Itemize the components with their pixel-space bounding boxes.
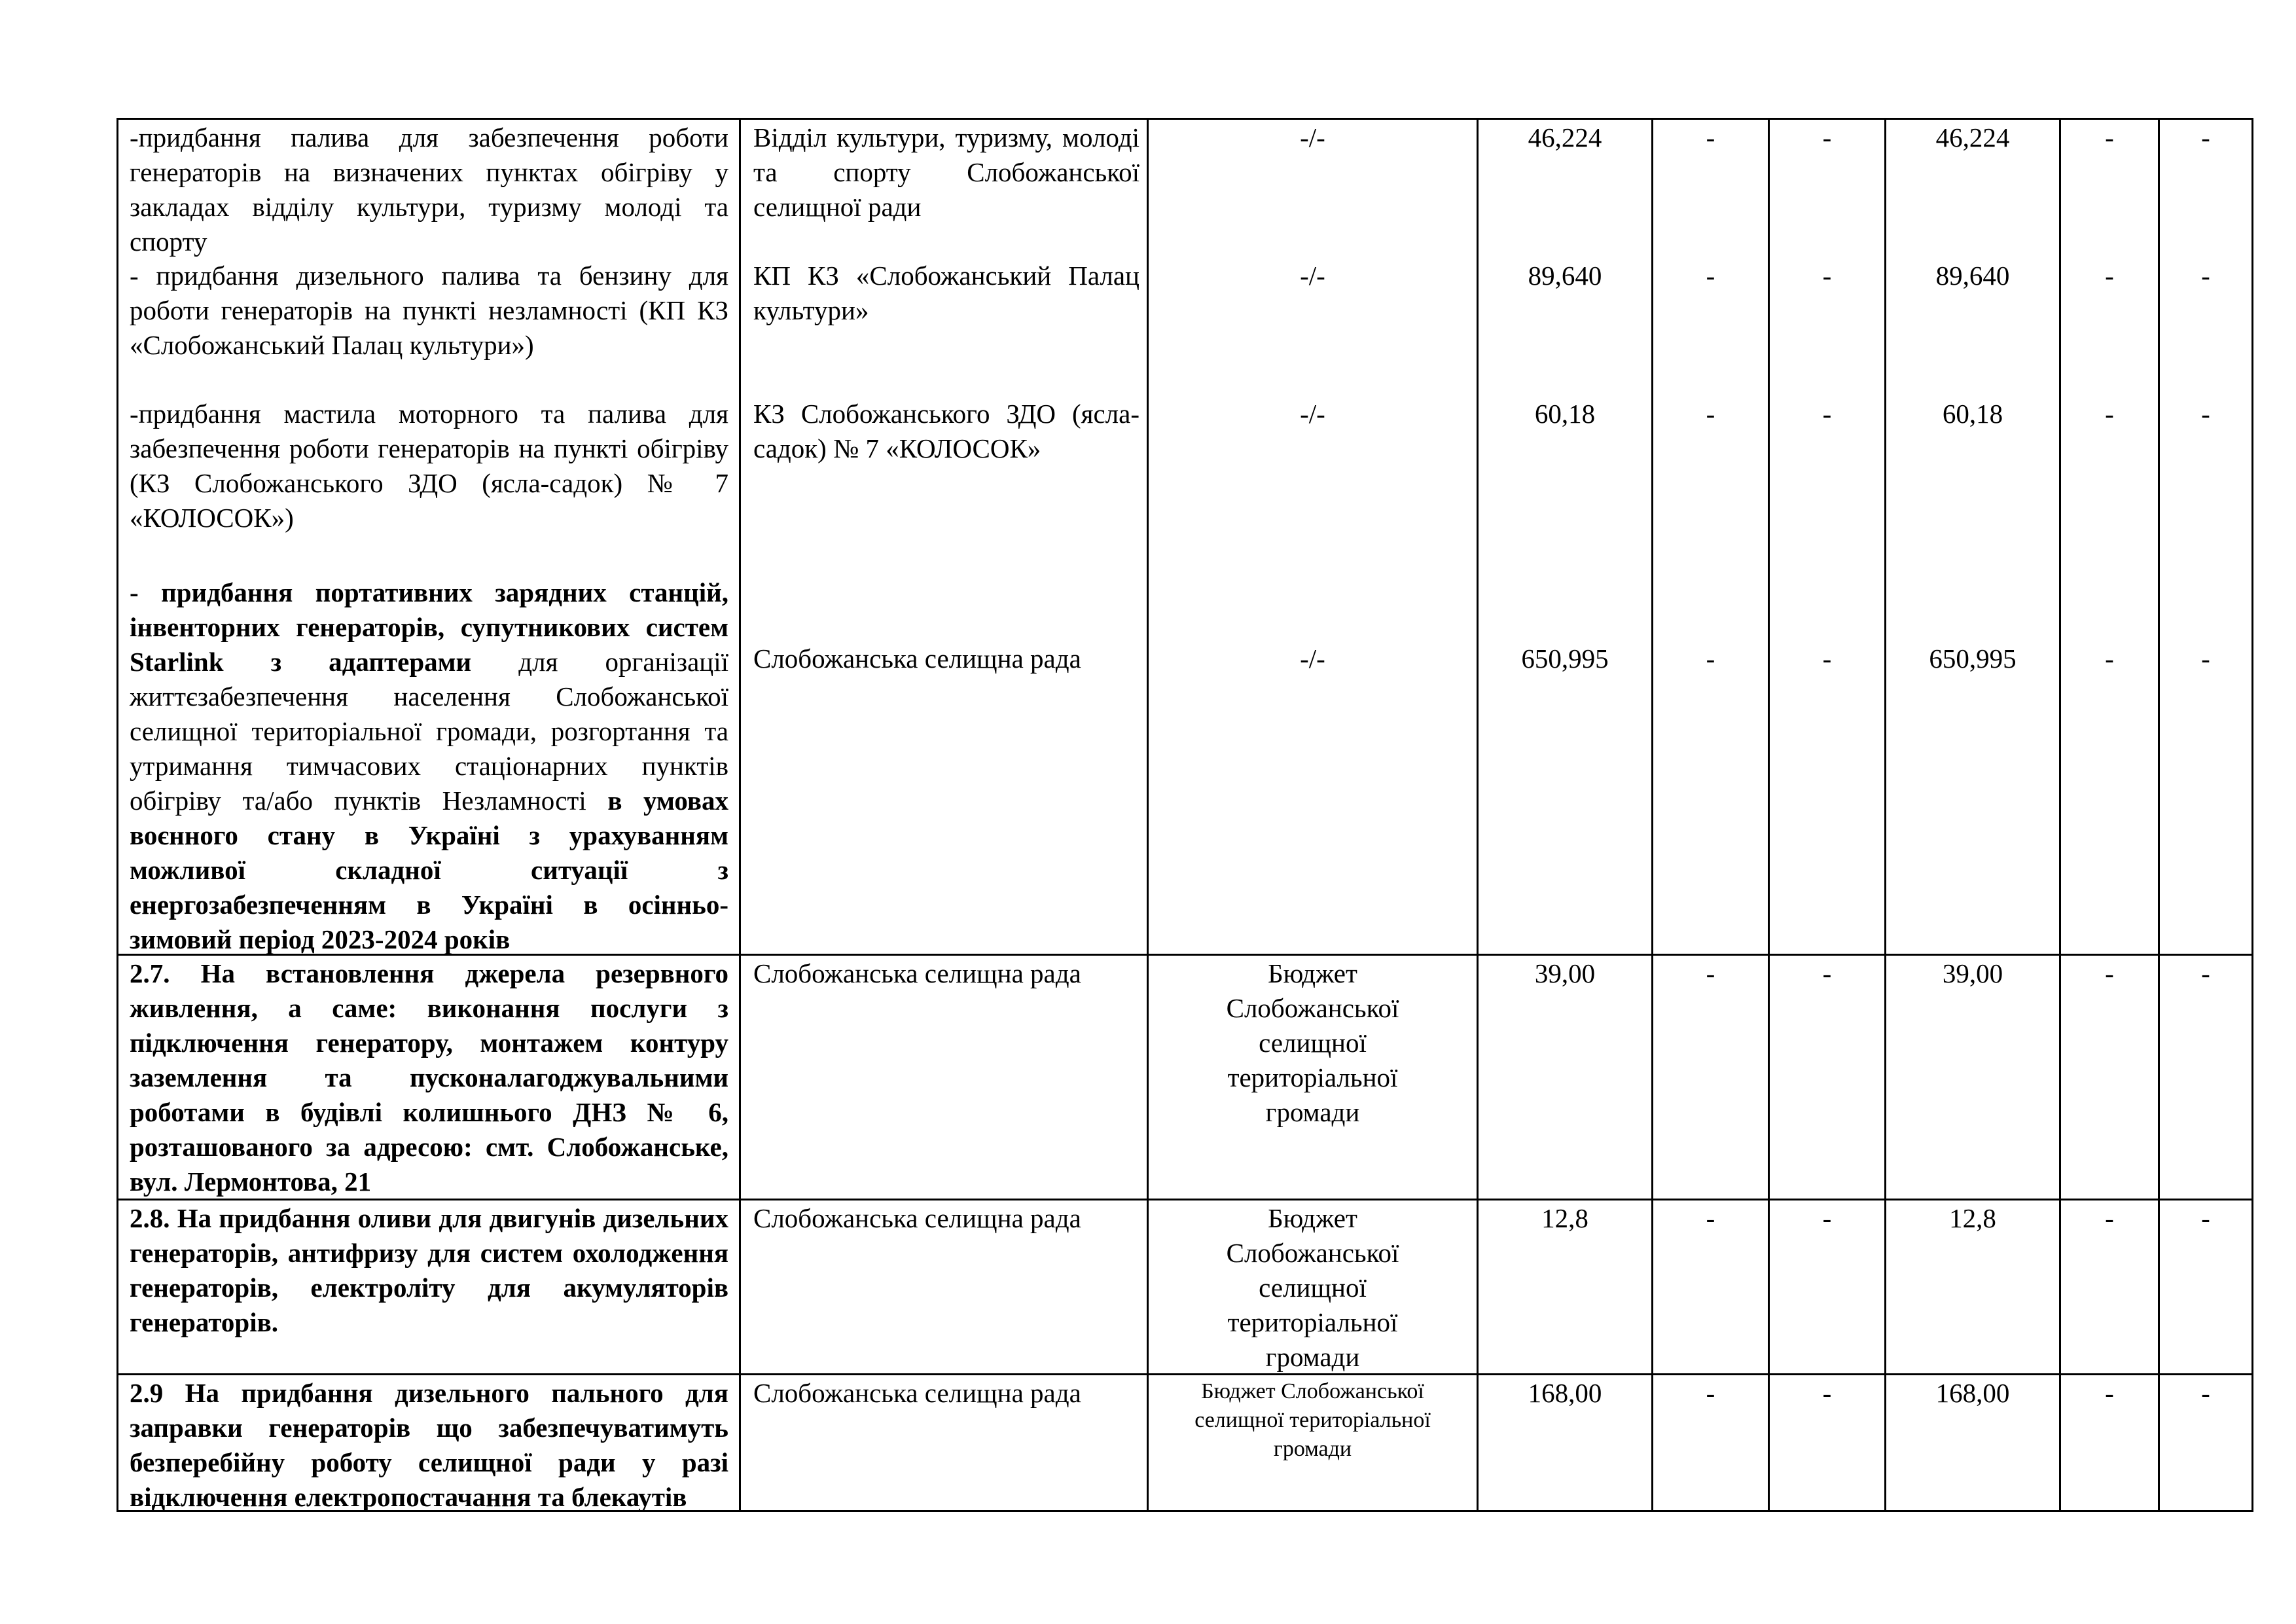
total-cell: 46,224 <box>1528 122 1602 153</box>
table-border <box>117 118 2253 120</box>
value-cell: - <box>1822 122 1832 153</box>
value-cell: - <box>2105 1203 2114 1233</box>
description-cell: -придбання палива для забезпечення роботи генераторів на визначених пунктах обігріву у закладах відділу культури, туризму молоді та спорту <box>130 122 728 257</box>
value-cell: - <box>2201 1378 2210 1408</box>
value-cell: - <box>1706 399 1715 429</box>
source-cell: -/- <box>1300 399 1325 429</box>
description-cell <box>130 575 728 957</box>
total-cell: 60,18 <box>1534 399 1596 429</box>
value-cell: - <box>2201 643 2210 674</box>
value-cell: 46,224 <box>1935 122 2010 153</box>
total-cell: 650,995 <box>1521 643 1609 674</box>
value-cell: 12,8 <box>1949 1203 1996 1233</box>
source-cell: Бюджет Слобожанської селищної територіальної громади <box>1226 958 1399 1127</box>
column-divider <box>2059 118 2061 1512</box>
source-cell: Бюджет Слобожанської селищної територіальної громади <box>1194 1379 1431 1461</box>
value-cell: - <box>2105 1378 2114 1408</box>
executor-cell: КЗ Слобожанського ЗДО (ясла-садок) № 7 «КОЛОСОК» <box>753 399 1139 463</box>
value-cell: 168,00 <box>1935 1378 2010 1408</box>
table-border <box>117 118 118 1512</box>
value-cell: - <box>1706 643 1715 674</box>
value-cell: - <box>1706 1378 1715 1408</box>
executor-cell: Відділ культури, туризму, молоді та спорту Слобожанської селищної ради <box>753 122 1139 222</box>
executor-cell: Слобожанська селищна рада <box>753 958 1081 988</box>
value-cell: - <box>1822 643 1832 674</box>
column-divider <box>1884 118 1886 1512</box>
column-divider <box>2158 118 2160 1512</box>
value-cell: 89,640 <box>1935 261 2010 291</box>
total-cell: 89,640 <box>1528 261 1602 291</box>
description-cell: 2.7. На встановлення джерела резервного живлення, а саме: виконання послуги з підключення генератору, монтажем контуру заземлення та пусконалагоджувальними роботами в будівлі колишнього ДНЗ № 6, розташованого за адресою: смт. Слобожанське, вул. Лермонтова, 21 <box>130 958 728 1197</box>
description-bold: - придбання портативних зарядних станцій, інвенторних генераторів, супутникових систем Starlink з адаптерами <box>130 577 728 677</box>
value-cell: - <box>1706 122 1715 153</box>
value-cell: 39,00 <box>1942 958 2003 988</box>
description-cell: 2.9 На придбання дизельного пального для заправки генераторів що забезпечуватимуть безперебійну роботу селищної ради у разі відключення електропостачання та блекаутів <box>130 1378 728 1512</box>
value-cell: - <box>2105 122 2114 153</box>
budget-table <box>117 118 2253 1512</box>
column-divider <box>1768 118 1770 1512</box>
value-cell: - <box>2105 261 2114 291</box>
source-cell: -/- <box>1300 261 1325 291</box>
table-border <box>2251 118 2253 1512</box>
value-cell: 60,18 <box>1942 399 2003 429</box>
value-cell: - <box>2201 958 2210 988</box>
total-cell: 39,00 <box>1534 958 1596 988</box>
row-divider <box>117 1373 2253 1375</box>
value-cell: - <box>1822 261 1832 291</box>
description-normal: для організації життєзабезпечення населення Слобожанської селищної територіальної громади, розгортання та утримання тимчасових стаціонарних пунктів обігріву та/або пунктів Незламності <box>130 647 728 816</box>
executor-cell: Слобожанська селищна рада <box>753 1203 1081 1233</box>
executor-cell: Слобожанська селищна рада <box>753 643 1081 674</box>
value-cell: - <box>1822 1203 1832 1233</box>
value-cell: - <box>2201 261 2210 291</box>
description-cell: -придбання мастила моторного та палива для забезпечення роботи генераторів на пункті обігріву (КЗ Слобожанського ЗДО (ясла-садок) № 7 «КОЛОСОК») <box>130 399 728 533</box>
description-cell: 2.8. На придбання оливи для двигунів дизельних генераторів, антифризу для систем охолодження генераторів, електроліту для акумуляторів генераторів. <box>130 1203 728 1337</box>
value-cell: - <box>2201 1203 2210 1233</box>
source-cell: -/- <box>1300 643 1325 674</box>
value-cell: - <box>2105 958 2114 988</box>
total-cell: 168,00 <box>1528 1378 1602 1408</box>
value-cell: - <box>1706 1203 1715 1233</box>
value-cell: 650,995 <box>1929 643 2017 674</box>
column-divider <box>1147 118 1149 1512</box>
column-divider <box>739 118 741 1512</box>
executor-cell: Слобожанська селищна рада <box>753 1378 1081 1408</box>
column-divider <box>1477 118 1479 1512</box>
value-cell: - <box>2201 122 2210 153</box>
executor-cell: КП КЗ «Слобожанський Палац культури» <box>753 261 1139 325</box>
value-cell: - <box>1822 1378 1832 1408</box>
column-divider <box>1651 118 1653 1512</box>
description-cell: - придбання дизельного палива та бензину для роботи генераторів на пункті незламності (КП КЗ «Слобожанський Палац культури») <box>130 261 728 360</box>
value-cell: - <box>1706 958 1715 988</box>
source-cell: -/- <box>1300 122 1325 153</box>
value-cell: - <box>2201 399 2210 429</box>
value-cell: - <box>1706 261 1715 291</box>
value-cell: - <box>1822 399 1832 429</box>
description-bold: в умовах воєнного стану в Україні з урахуванням можливої складної ситуації з енергозабезпеченням в Україні в осінньо-зимовий період 2023-2024 років <box>130 785 728 954</box>
source-cell: Бюджет Слобожанської селищної територіальної громади <box>1226 1203 1399 1372</box>
value-cell: - <box>2105 399 2114 429</box>
value-cell: - <box>1822 958 1832 988</box>
value-cell: - <box>2105 643 2114 674</box>
total-cell: 12,8 <box>1541 1203 1588 1233</box>
